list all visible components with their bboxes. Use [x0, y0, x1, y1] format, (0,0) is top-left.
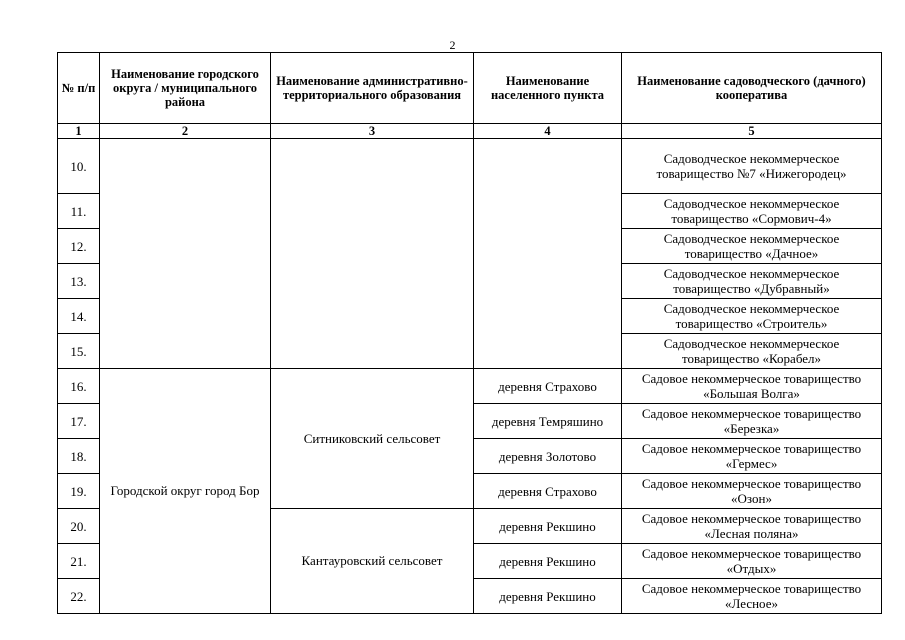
settlement-name: деревня Рекшино: [474, 509, 622, 544]
column-number: 5: [622, 124, 882, 139]
cooperative-name: Садоводческое некоммерческое товарищество «Корабел»: [622, 334, 882, 369]
column-number: 3: [271, 124, 474, 139]
header-row: [58, 53, 882, 124]
cooperative-name: Садовое некоммерческое товарищество «Лесная поляна»: [622, 509, 882, 544]
cooperative-name: Садоводческое некоммерческое товарищество «Сормович-4»: [622, 194, 882, 229]
settlement-name: деревня Золотово: [474, 439, 622, 474]
settlement-name: деревня Рекшино: [474, 579, 622, 614]
cooperative-name: Садовое некоммерческое товарищество «Большая Волга»: [622, 369, 882, 404]
cooperative-name: Садоводческое некоммерческое товарищество №7 «Нижегородец»: [622, 139, 882, 194]
settlement-cell-empty: [474, 139, 622, 369]
settlement-name: деревня Темряшино: [474, 404, 622, 439]
row-number: 11.: [58, 194, 100, 229]
header-admin-unit: Наименование административно-территориального образования: [271, 53, 474, 124]
cooperative-name: Садовое некоммерческое товарищество «Березка»: [622, 404, 882, 439]
header-cooperative: Наименование садоводческого (дачного) кооператива: [622, 53, 882, 124]
row-number: 16.: [58, 369, 100, 404]
council-name: Ситниковский сельсовет: [271, 369, 474, 509]
header-number: № п/п: [58, 53, 100, 124]
row-number: 13.: [58, 264, 100, 299]
column-number: 4: [474, 124, 622, 139]
column-number: 2: [100, 124, 271, 139]
row-number: 17.: [58, 404, 100, 439]
table-row: [58, 139, 882, 194]
cooperative-name: Садовое некоммерческое товарищество «Лесное»: [622, 579, 882, 614]
council-name: Кантауровский сельсовет: [271, 509, 474, 614]
table-row: [58, 369, 882, 404]
page-number: 2: [449, 38, 456, 52]
row-number: 21.: [58, 544, 100, 579]
cooperative-name: Садовое некоммерческое товарищество «Озон»: [622, 474, 882, 509]
row-number: 10.: [58, 139, 100, 194]
cooperative-name: Садоводческое некоммерческое товарищество «Дачное»: [622, 229, 882, 264]
column-number-row: [58, 124, 882, 139]
settlement-name: деревня Страхово: [474, 369, 622, 404]
column-number: 1: [58, 124, 100, 139]
header-settlement: Наименование населенного пункта: [474, 53, 622, 124]
cooperative-name: Садовое некоммерческое товарищество «Отдых»: [622, 544, 882, 579]
row-number: 19.: [58, 474, 100, 509]
row-number: 20.: [58, 509, 100, 544]
row-number: 15.: [58, 334, 100, 369]
row-number: 22.: [58, 579, 100, 614]
settlement-name: деревня Страхово: [474, 474, 622, 509]
row-number: 12.: [58, 229, 100, 264]
registry-table: [57, 52, 882, 614]
cooperative-name: Садовое некоммерческое товарищество «Гермес»: [622, 439, 882, 474]
row-number: 18.: [58, 439, 100, 474]
settlement-name: деревня Рекшино: [474, 544, 622, 579]
cooperative-name: Садоводческое некоммерческое товарищество «Строитель»: [622, 299, 882, 334]
district-cell-empty: [100, 139, 271, 369]
row-number: 14.: [58, 299, 100, 334]
header-district: Наименование городского округа / муниципального района: [100, 53, 271, 124]
cooperative-name: Садоводческое некоммерческое товарищество «Дубравный»: [622, 264, 882, 299]
district-name: Городской округ город Бор: [100, 369, 271, 614]
admin-unit-cell-empty: [271, 139, 474, 369]
